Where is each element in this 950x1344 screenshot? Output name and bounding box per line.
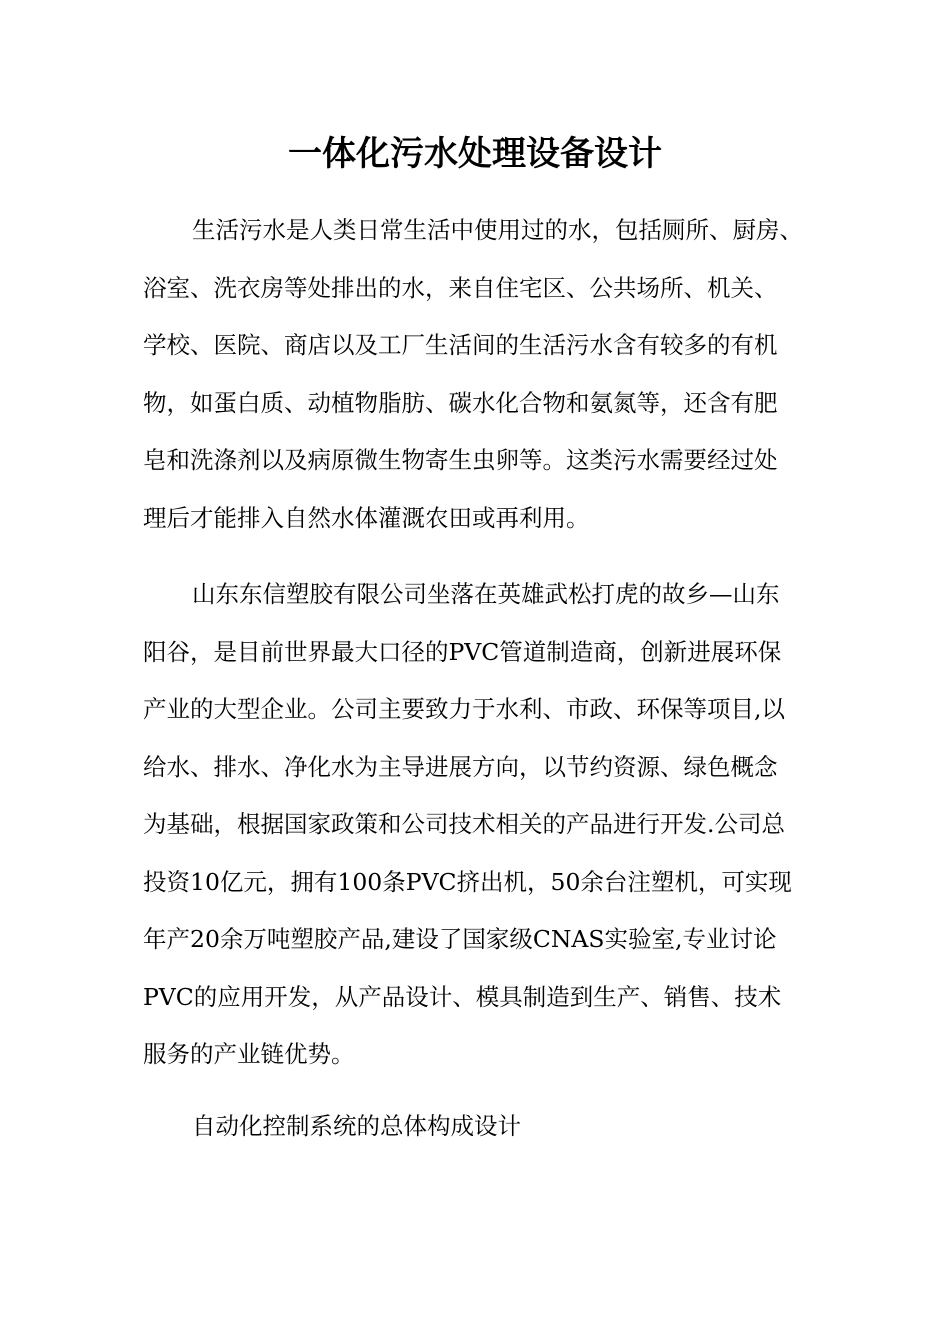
- section-heading-control-system: [143, 1098, 807, 1156]
- paragraph-sewage-intro: [143, 202, 807, 547]
- paragraph-line: 山东东信塑胶有限公司坐落在英雄武松打虎的故乡—山东: [192, 580, 780, 608]
- paragraph-line: 投资10亿元，拥有100条PVC挤出机，50余台注塑机，可实现: [143, 867, 792, 896]
- paragraph-line: 物，如蛋白质、动植物脂肪、碳水化合物和氨氮等，还含有肥: [143, 388, 778, 417]
- paragraph-line: 产业的大型企业。公司主要致力于水利、市政、环保等项目,以: [143, 695, 785, 723]
- paragraph-line: 学校、医院、商店以及工厂生活间的生活污水含有较多的有机: [143, 331, 778, 359]
- paragraph-company-intro: [143, 566, 807, 1084]
- paragraph-line: 给水、排水、净化水为主导进展方向，以节约资源、绿色概念: [143, 752, 778, 781]
- paragraph-line: 皂和洗涤剂以及病原微生物寄生虫卵等。这类污水需要经过处: [143, 446, 778, 474]
- paragraph-line: 浴室、洗衣房等处排出的水，来自住宅区、公共场所、机关、: [143, 273, 778, 302]
- document-title: 一体化污水处理设备设计: [288, 134, 662, 174]
- paragraph-line: 为基础，根据国家政策和公司技术相关的产品进行开发.公司总: [143, 810, 785, 838]
- paragraph-line: 服务的产业链优势。: [143, 1040, 355, 1068]
- paragraph-line: PVC的应用开发，从产品设计、模具制造到生产、销售、技术: [143, 982, 782, 1011]
- paragraph-line: 理后才能排入自然水体灌溉农田或再利用。: [143, 503, 590, 532]
- paragraph-line: 阳谷，是目前世界最大口径的PVC管道制造商，创新进展环保: [143, 637, 782, 666]
- paragraph-line: 生活污水是人类日常生活中使用过的水，包括厕所、厨房、: [192, 216, 803, 244]
- paragraph-line: 年产20余万吨塑胶产品,建设了国家级CNAS实验室,专业讨论: [143, 925, 777, 953]
- paragraph-line: 自动化控制系统的总体构成设计: [192, 1112, 521, 1140]
